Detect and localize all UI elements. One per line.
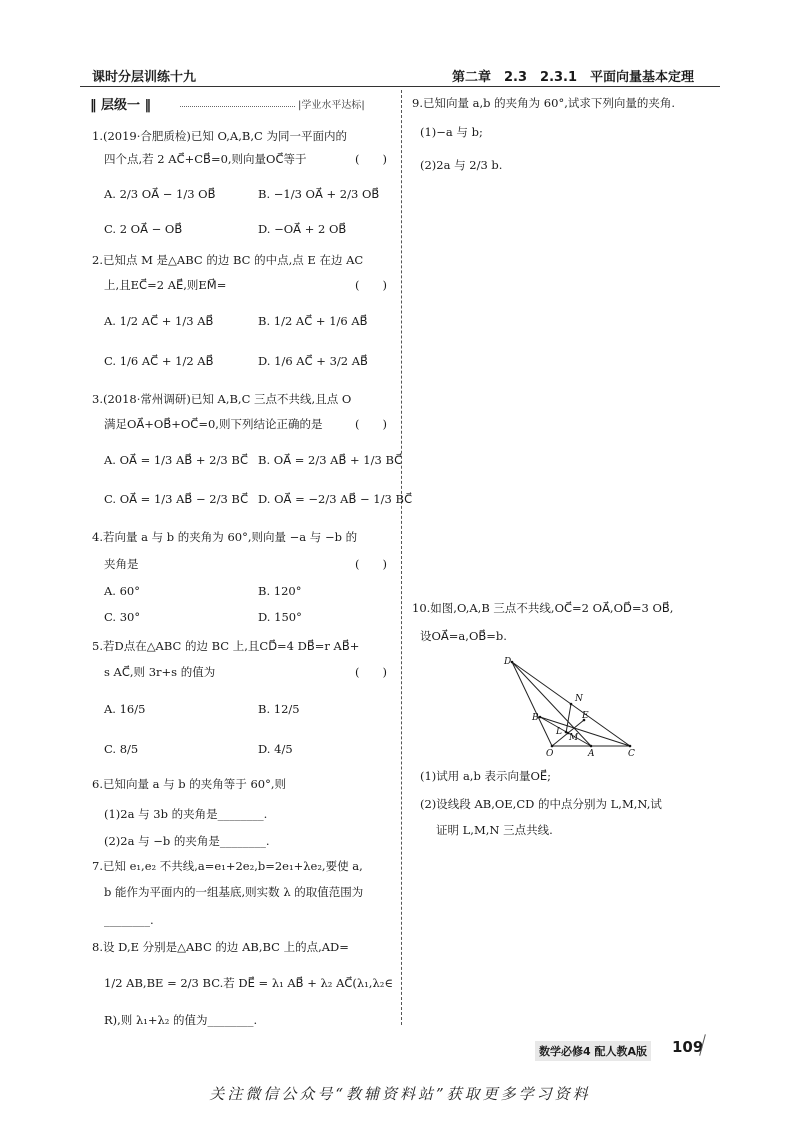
label-a: A [588,749,595,759]
q2-stem2: 上,且EC⃗=2 AE⃗,则EM⃗= [104,278,227,292]
q2-option-c: C. 1/6 AC⃗ + 1/2 AB⃗ [104,354,214,368]
q8-stem3: R),则 λ₁+λ₂ 的值为________. [104,1013,258,1027]
point-o [551,745,554,748]
q4-option-c: C. 30° [104,610,141,624]
geometry-figure [490,650,650,760]
label-o: O [546,749,554,759]
section-dots [180,106,295,107]
q5-option-c: C. 8/5 [104,742,139,756]
header-left: 课时分层训练十九 [92,70,197,85]
q4-stem2: 夹角是 [104,557,139,571]
q2-option-a: A. 1/2 AC⃗ + 1/3 AB⃗ [104,314,214,328]
q3-stem2: 满足OA⃗+OB⃗+OC⃗=0,则下列结论正确的是 [104,417,323,431]
q2-stem1: 2.已知点 M 是△ABC 的边 BC 的中点,点 E 在边 AC [92,253,364,267]
q3-option-d: D. OA⃗ = −2/3 AB⃗ − 1/3 BC⃗ [258,492,413,506]
q2-option-b: B. 1/2 AC⃗ + 1/6 AB⃗ [258,314,368,328]
line-do [512,662,552,746]
label-n: N [575,694,583,704]
q1-paren: ( ) [355,152,387,166]
q7-stem1: 7.已知 e₁,e₂ 不共线,a=e₁+2e₂,b=2e₁+λe₂,要使 a, [92,859,363,873]
q3-option-a: A. OA⃗ = 1/3 AB⃗ + 2/3 BC⃗ [104,453,249,467]
q1-option-d: D. −OA⃗ + 2 OB⃗ [258,222,347,236]
point-n [570,703,573,706]
q9-stem: 9.已知向量 a,b 的夹角为 60°,试求下列向量的夹角. [412,96,676,110]
q3-option-c: C. OA⃗ = 1/3 AB⃗ − 2/3 BC⃗ [104,492,249,506]
q8-stem1: 8.设 D,E 分别是△ABC 的边 AB,BC 上的点,AD= [92,940,349,954]
q5-paren: ( ) [355,665,387,679]
book-label: 数学必修4 配人教A版 [535,1041,651,1061]
label-e: E [582,711,589,721]
q5-option-d: D. 4/5 [258,742,293,756]
page-number: 109 [672,1038,704,1056]
q9-sub1: (1)−a 与 b; [420,125,483,139]
q4-paren: ( ) [355,557,387,571]
line-da [512,662,591,746]
q9-sub2: (2)2a 与 2/3 b. [420,158,503,172]
q1-stem1: 1.(2019·合肥质检)已知 O,A,B,C 为同一平面内的 [92,129,347,143]
watermark-text: 关注微信公众号“教辅资料站”获取更多学习资料 [209,1085,591,1103]
label-c: C [628,749,635,759]
column-divider [401,90,402,1025]
label-l: L [556,727,562,737]
q5-option-a: A. 16/5 [104,702,146,716]
label-d: D [504,657,512,667]
q2-option-d: D. 1/6 AC⃗ + 3/2 AB⃗ [258,354,368,368]
q4-option-d: D. 150° [258,610,302,624]
section-tag: |学业水平达标| [298,100,365,111]
q1-option-c: C. 2 OA⃗ − OB⃗ [104,222,183,236]
q5-stem2: s AC⃗,则 3r+s 的值为 [104,665,216,679]
q5-stem1: 5.若D点在△ABC 的边 BC 上,且CD⃗=4 DB⃗=r AB⃗+ [92,639,360,653]
q10-sub1: (1)试用 a,b 表示向量OE⃗; [420,769,552,783]
q4-option-a: A. 60° [104,584,140,598]
q6-sub1: (1)2a 与 3b 的夹角是________. [104,807,268,821]
label-m: M [569,733,579,743]
q3-stem1: 3.(2018·常州调研)已知 A,B,C 三点不共线,且点 O [92,392,352,406]
q10-stem1: 10.如图,O,A,B 三点不共线,OC⃗=2 OA⃗,OD⃗=3 OB⃗, [412,601,674,615]
q8-stem2: 1/2 AB,BE = 2/3 BC.若 DE⃗ = λ₁ AB⃗ + λ₂ AC⃗(λ₁,λ₂∈ [104,976,393,990]
q1-option-a: A. 2/3 OA⃗ − 1/3 OB⃗ [104,187,216,201]
point-c [629,745,632,748]
header-right: 第二章 2.3 2.3.1 平面向量基本定理 [452,70,695,85]
point-a [590,745,593,748]
q1-option-b: B. −1/3 OA⃗ + 2/3 OB⃗ [258,187,380,201]
label-b: B [532,713,539,723]
line-bc [540,717,630,746]
q5-option-b: B. 12/5 [258,702,300,716]
q6-stem: 6.已知向量 a 与 b 的夹角等于 60°,则 [92,777,287,791]
q7-stem2: b 能作为平面内的一组基底,则实数 λ 的取值范围为 [104,885,364,899]
q4-option-b: B. 120° [258,584,302,598]
q2-paren: ( ) [355,278,387,292]
header-rule [80,86,720,87]
q4-stem1: 4.若向量 a 与 b 的夹角为 60°,则向量 −a 与 −b 的 [92,530,358,544]
q7-stem3: ________. [104,913,154,927]
q10-sub2: (2)设线段 AB,OE,CD 的中点分别为 L,M,N,试 [420,797,662,811]
q1-stem2: 四个点,若 2 AC⃗+CB⃗=0,则向量OC⃗等于 [104,152,307,166]
section-level: ‖ 层级一 ‖ [90,98,152,113]
q3-option-b: B. OA⃗ = 2/3 AB⃗ + 1/3 BC⃗ [258,453,403,467]
point-b [539,716,542,719]
q6-sub2: (2)2a 与 −b 的夹角是________. [104,834,270,848]
q10-stem2: 设OA⃗=a,OB⃗=b. [420,629,507,643]
line-lmn [566,704,571,733]
q10-sub3: 证明 L,M,N 三点共线. [436,823,553,837]
q3-paren: ( ) [355,417,387,431]
